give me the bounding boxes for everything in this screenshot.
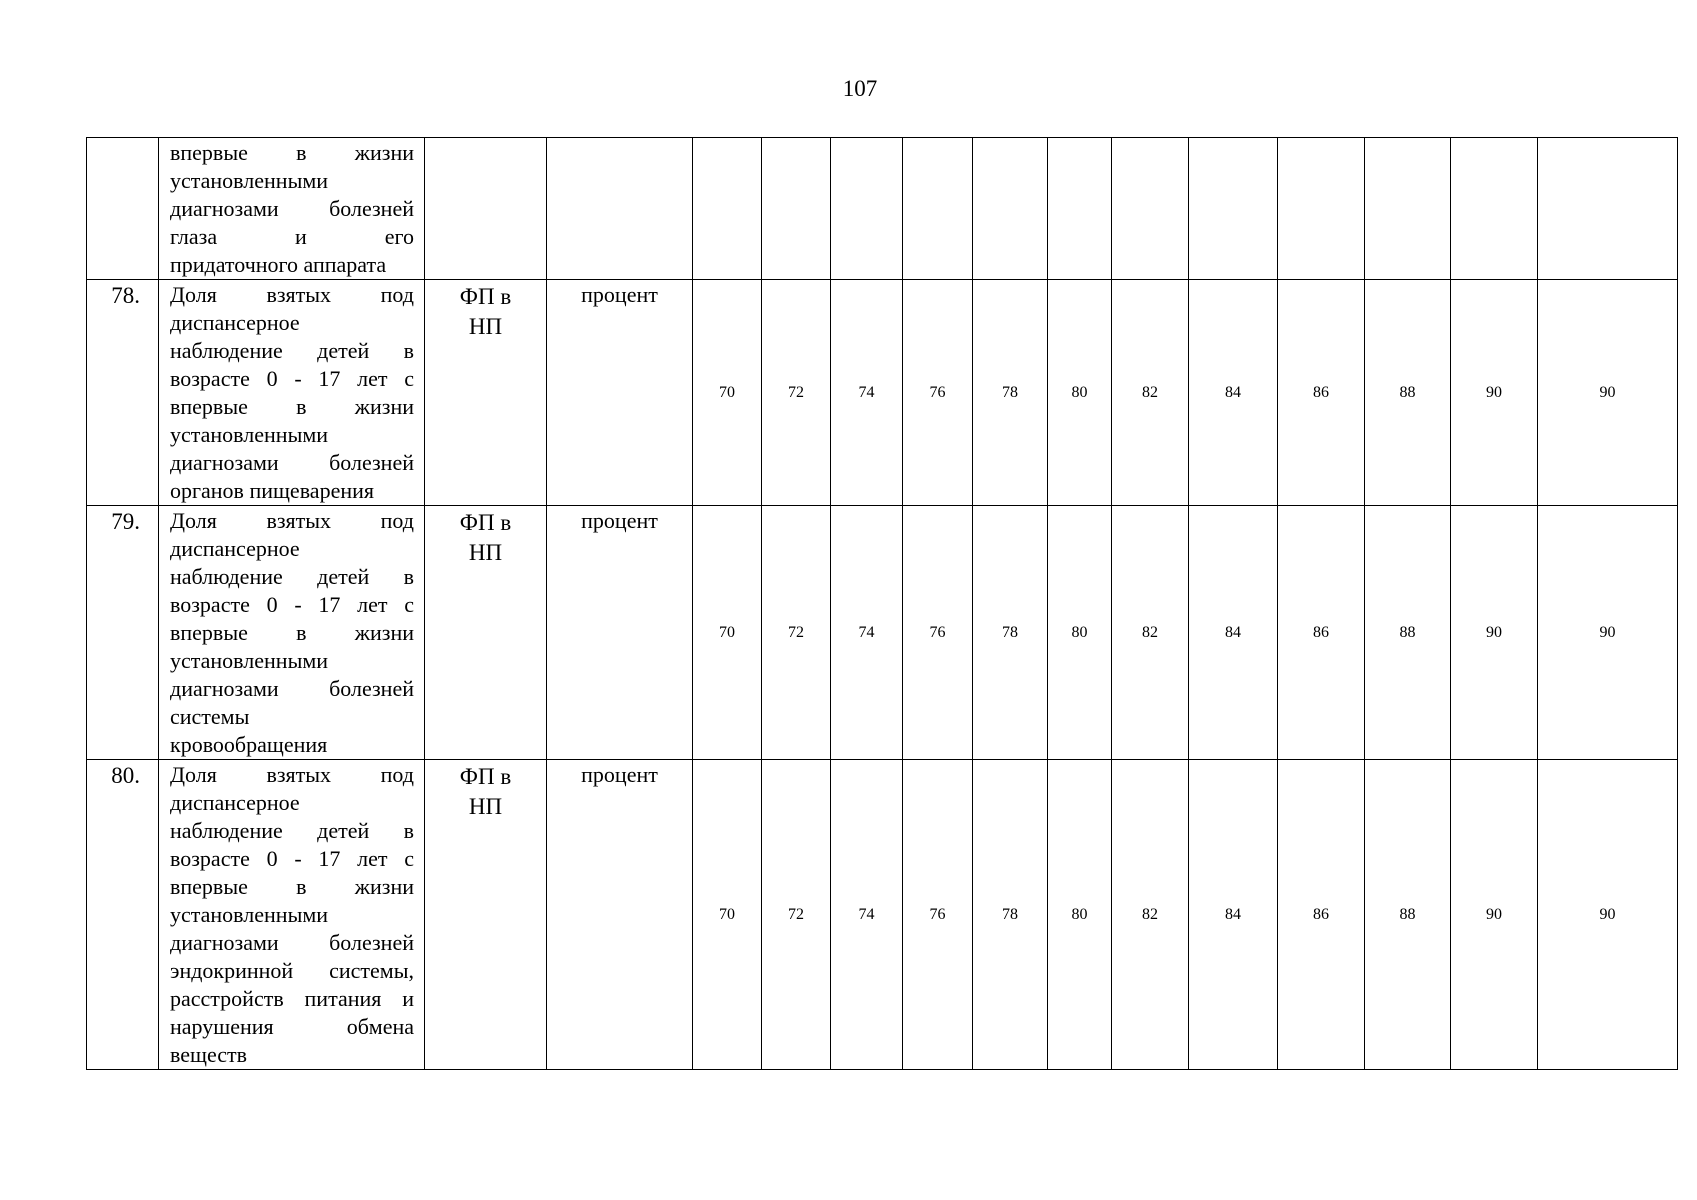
description-line: расстройств питания и [170,986,414,1011]
value-cell: 88 [1365,760,1451,1070]
description-line: системы [170,704,250,729]
description-line: веществ [170,1042,248,1067]
description-line: придаточного аппарата [170,252,387,277]
row-number-cell: 78. [87,280,159,506]
source-line: ФП в [459,510,512,535]
value-cell: 86 [1278,280,1365,506]
value-cell: 76 [903,506,973,760]
description-line: нарушения обмена [170,1014,414,1039]
value-cell [1451,138,1538,280]
description-line: органов пищеварения [170,478,374,503]
value-cell: 84 [1189,280,1278,506]
source-cell [425,138,547,280]
description-line: диагнозами болезней [170,450,414,475]
value-cell: 84 [1189,760,1278,1070]
description-line: глаза и его [170,224,414,249]
description-line: установленными [170,168,329,193]
value-cell: 90 [1451,760,1538,1070]
unit-cell [547,138,693,280]
description-line: диагнозами болезней [170,676,414,701]
value-cell: 76 [903,760,973,1070]
value-cell: 88 [1365,280,1451,506]
description-line: диспансерное [170,536,300,561]
source-line: ФП в [459,764,512,789]
description-line: установленными [170,422,329,447]
value-cell [1048,138,1112,280]
unit-cell: процент [547,506,693,760]
value-cell [1365,138,1451,280]
value-cell [1112,138,1189,280]
row-number-cell [87,138,159,280]
value-cell: 78 [973,760,1048,1070]
description-line: впервые в жизни [170,140,414,165]
table-row [87,760,1678,1070]
description-line: Доля взятых под [170,282,414,307]
description-line: установленными [170,648,329,673]
value-cell: 86 [1278,506,1365,760]
row-number-cell: 80. [87,760,159,1070]
source-cell [425,280,547,506]
description-line: установленными [170,902,329,927]
value-cell: 70 [693,506,762,760]
value-cell: 78 [973,506,1048,760]
description-line: кровообращения [170,732,328,757]
indicator-description-cell [159,280,425,506]
value-cell: 82 [1112,280,1189,506]
description-line: возрасте 0 - 17 лет с [170,592,414,617]
indicator-description-cell [159,138,425,280]
description-line: эндокринной системы, [170,958,414,983]
value-cell: 86 [1278,760,1365,1070]
value-cell: 90 [1538,760,1678,1070]
description-line: Доля взятых под [170,508,414,533]
value-cell [762,138,831,280]
description-line: впервые в жизни [170,620,414,645]
indicator-description-cell [159,760,425,1070]
source-cell [425,506,547,760]
value-cell: 70 [693,760,762,1070]
value-cell: 78 [973,280,1048,506]
value-cell: 72 [762,760,831,1070]
value-cell: 80 [1048,760,1112,1070]
value-cell: 76 [903,280,973,506]
row-number-cell: 79. [87,506,159,760]
description-line: диспансерное [170,790,300,815]
table-row-continuation [87,138,1678,280]
value-cell: 70 [693,280,762,506]
description-line: впервые в жизни [170,394,414,419]
value-cell: 90 [1538,506,1678,760]
value-cell: 74 [831,760,903,1070]
value-cell [1189,138,1278,280]
value-cell: 90 [1451,506,1538,760]
value-cell: 72 [762,506,831,760]
description-line: наблюдение детей в [170,338,414,363]
source-line: ФП в [459,284,512,309]
table-row [87,280,1678,506]
value-cell: 90 [1451,280,1538,506]
value-cell: 72 [762,280,831,506]
value-cell [1538,138,1678,280]
description-line: возрасте 0 - 17 лет с [170,846,414,871]
value-cell [831,138,903,280]
unit-cell: процент [547,760,693,1070]
value-cell: 74 [831,280,903,506]
description-line: диагнозами болезней [170,196,414,221]
indicator-description-cell [159,506,425,760]
description-line: Доля взятых под [170,762,414,787]
table-row [87,506,1678,760]
source-cell [425,760,547,1070]
page-number: 107 [842,76,878,101]
description-line: наблюдение детей в [170,564,414,589]
value-cell [973,138,1048,280]
value-cell: 74 [831,506,903,760]
value-cell [903,138,973,280]
value-cell: 82 [1112,506,1189,760]
description-line: впервые в жизни [170,874,414,899]
indicators-table [86,137,1678,1070]
description-line: диспансерное [170,310,300,335]
description-line: возрасте 0 - 17 лет с [170,366,414,391]
value-cell: 88 [1365,506,1451,760]
value-cell: 84 [1189,506,1278,760]
source-line: НП [468,314,503,339]
unit-cell: процент [547,280,693,506]
value-cell: 82 [1112,760,1189,1070]
value-cell: 90 [1538,280,1678,506]
source-line: НП [468,794,503,819]
value-cell: 80 [1048,506,1112,760]
value-cell [693,138,762,280]
value-cell [1278,138,1365,280]
source-line: НП [468,540,503,565]
description-line: наблюдение детей в [170,818,414,843]
value-cell: 80 [1048,280,1112,506]
description-line: диагнозами болезней [170,930,414,955]
